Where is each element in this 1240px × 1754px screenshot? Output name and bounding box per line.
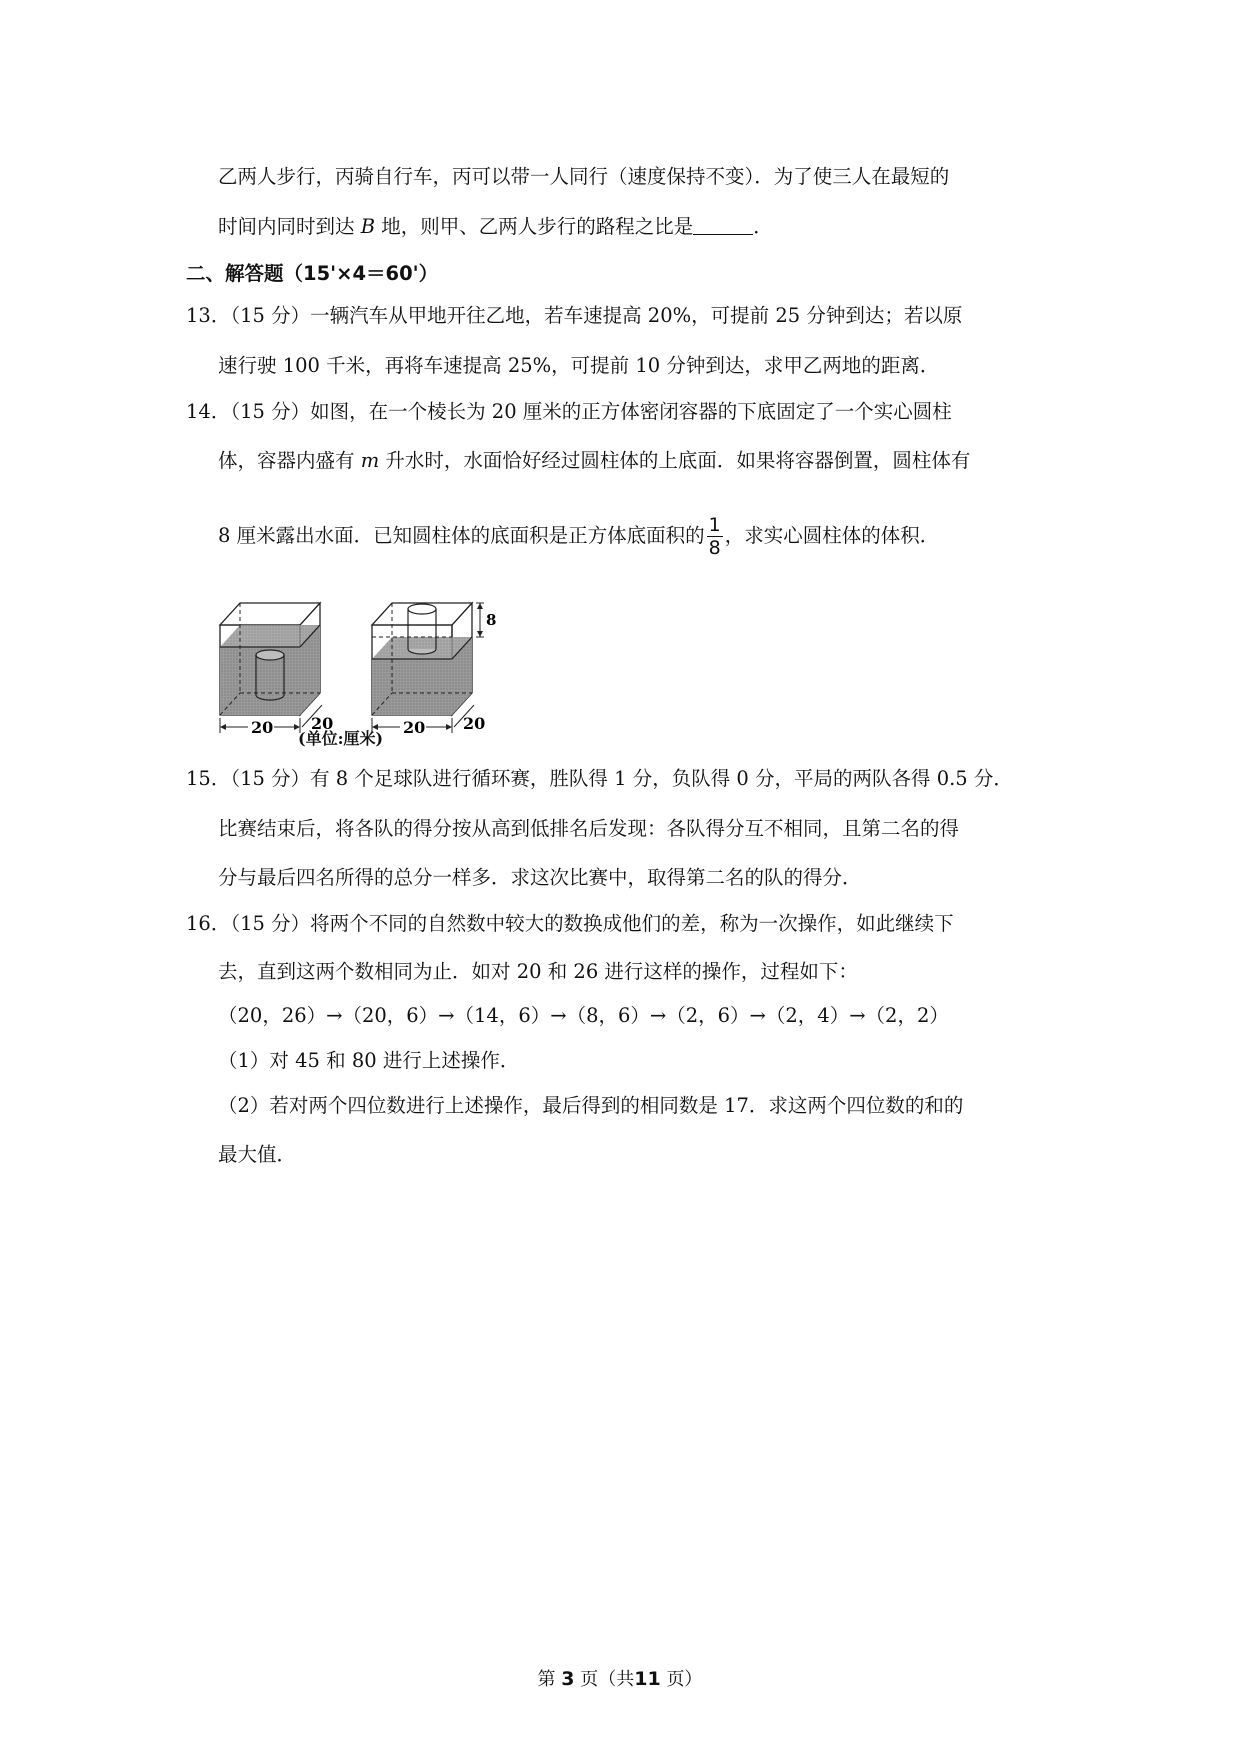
q14-text-2b: 升水时，水面恰好经过圆柱体的上底面．如果将容器倒置，圆柱体有 <box>385 449 971 472</box>
answer-blank <box>693 214 753 235</box>
q12-text-b: 地，则甲、乙两人步行的路程之比是 <box>381 215 694 238</box>
q13-text-1: （15 分）一辆汽车从甲地开往乙地，若车速提高 20%，可提前 25 分钟到达；若以原 <box>230 304 963 327</box>
fraction-denominator: 8 <box>708 537 721 559</box>
footer-suffix: 页） <box>666 1669 703 1690</box>
q14-text-1: （15 分）如图，在一个棱长为 20 厘米的正方体密闭容器的下底固定了一个实心圆柱 <box>230 400 952 423</box>
right-width-label: 20 <box>403 718 426 737</box>
q15-line-1 <box>186 765 1013 793</box>
q16-text-1: （15 分）将两个不同的自然数中较大的数换成他们的差，称为一次操作，如此继续下 <box>230 912 954 935</box>
figure-caption: (单位:厘米) <box>298 729 384 748</box>
footer-prefix: 第 <box>537 1669 556 1690</box>
left-width-label: 20 <box>251 718 274 737</box>
q16-sequence: （20，26）→（20，6）→（14，6）→（8，6）→（2，6）→（2，4）→（2，2） <box>218 1004 949 1027</box>
left-cube-figure <box>220 603 322 733</box>
fraction-one-eighth <box>707 514 723 559</box>
q15-text-1: （15 分）有 8 个足球队进行循环赛，胜队得 1 分，负队得 0 分，平局的两队各得 0.5 分． <box>230 767 1013 790</box>
q12-end: ． <box>753 215 773 238</box>
q14-text-3b: ，求实心圆柱体的体积． <box>724 524 940 547</box>
left-depth-label: 20 <box>311 714 334 733</box>
q14-line-1 <box>186 398 952 426</box>
q14-text-2a: 体，容器内盛有 <box>218 449 355 472</box>
q13-line-2: 速行驶 100 千米，再将车速提高 25%，可提前 10 分钟到达，求甲乙两地的距离． <box>218 354 940 377</box>
q12-var-b: B <box>360 215 376 238</box>
q16-line-2: 去，直到这两个数相同为止．如对 20 和 26 进行这样的操作，过程如下： <box>218 960 858 983</box>
total-pages-number: 11 <box>634 1668 661 1690</box>
q15-line-2: 比赛结束后，将各队的得分按从高到低排名后发现：各队得分互不相同，且第二名的得 <box>218 817 960 840</box>
q15-number: 15． <box>186 767 231 790</box>
q16-part-2-cont: 最大值． <box>218 1143 297 1166</box>
q16-part-1: （1）对 45 和 80 进行上述操作． <box>218 1049 520 1072</box>
right-height-label: 8 <box>486 611 497 629</box>
q12-line-1: 乙两人步行，丙骑自行车，丙可以带一人同行（速度保持不变）．为了使三人在最短的 <box>218 165 950 188</box>
fraction-numerator: 1 <box>708 514 721 536</box>
q14-text-3a: 8 厘米露出水面．已知圆柱体的底面积是正方体底面积的 <box>218 524 705 547</box>
q14-line-3 <box>218 514 939 559</box>
q12-text-a: 时间内同时到达 <box>218 215 355 238</box>
q15-line-3: 分与最后四名所得的总分一样多．求这次比赛中，取得第二名的队的得分． <box>218 866 862 889</box>
section-title: 二、解答题（15'×4＝60'） <box>186 262 439 285</box>
footer-mid: 页（共 <box>580 1669 635 1690</box>
q14-var-m: m <box>360 449 380 472</box>
q16-part-2: （2）若对两个四位数进行上述操作，最后得到的相同数是 17．求这两个四位数的和的 <box>218 1094 964 1117</box>
q14-line-2 <box>218 447 970 475</box>
current-page-number: 3 <box>561 1668 575 1690</box>
page-footer <box>0 1665 1240 1691</box>
q13-line-1 <box>186 302 962 330</box>
q14-number: 14． <box>186 400 231 423</box>
right-depth-label: 20 <box>463 714 486 733</box>
q16-line-1 <box>186 910 954 938</box>
q13-number: 13． <box>186 304 231 327</box>
q12-line-2 <box>218 213 773 241</box>
q16-number: 16． <box>186 912 231 935</box>
